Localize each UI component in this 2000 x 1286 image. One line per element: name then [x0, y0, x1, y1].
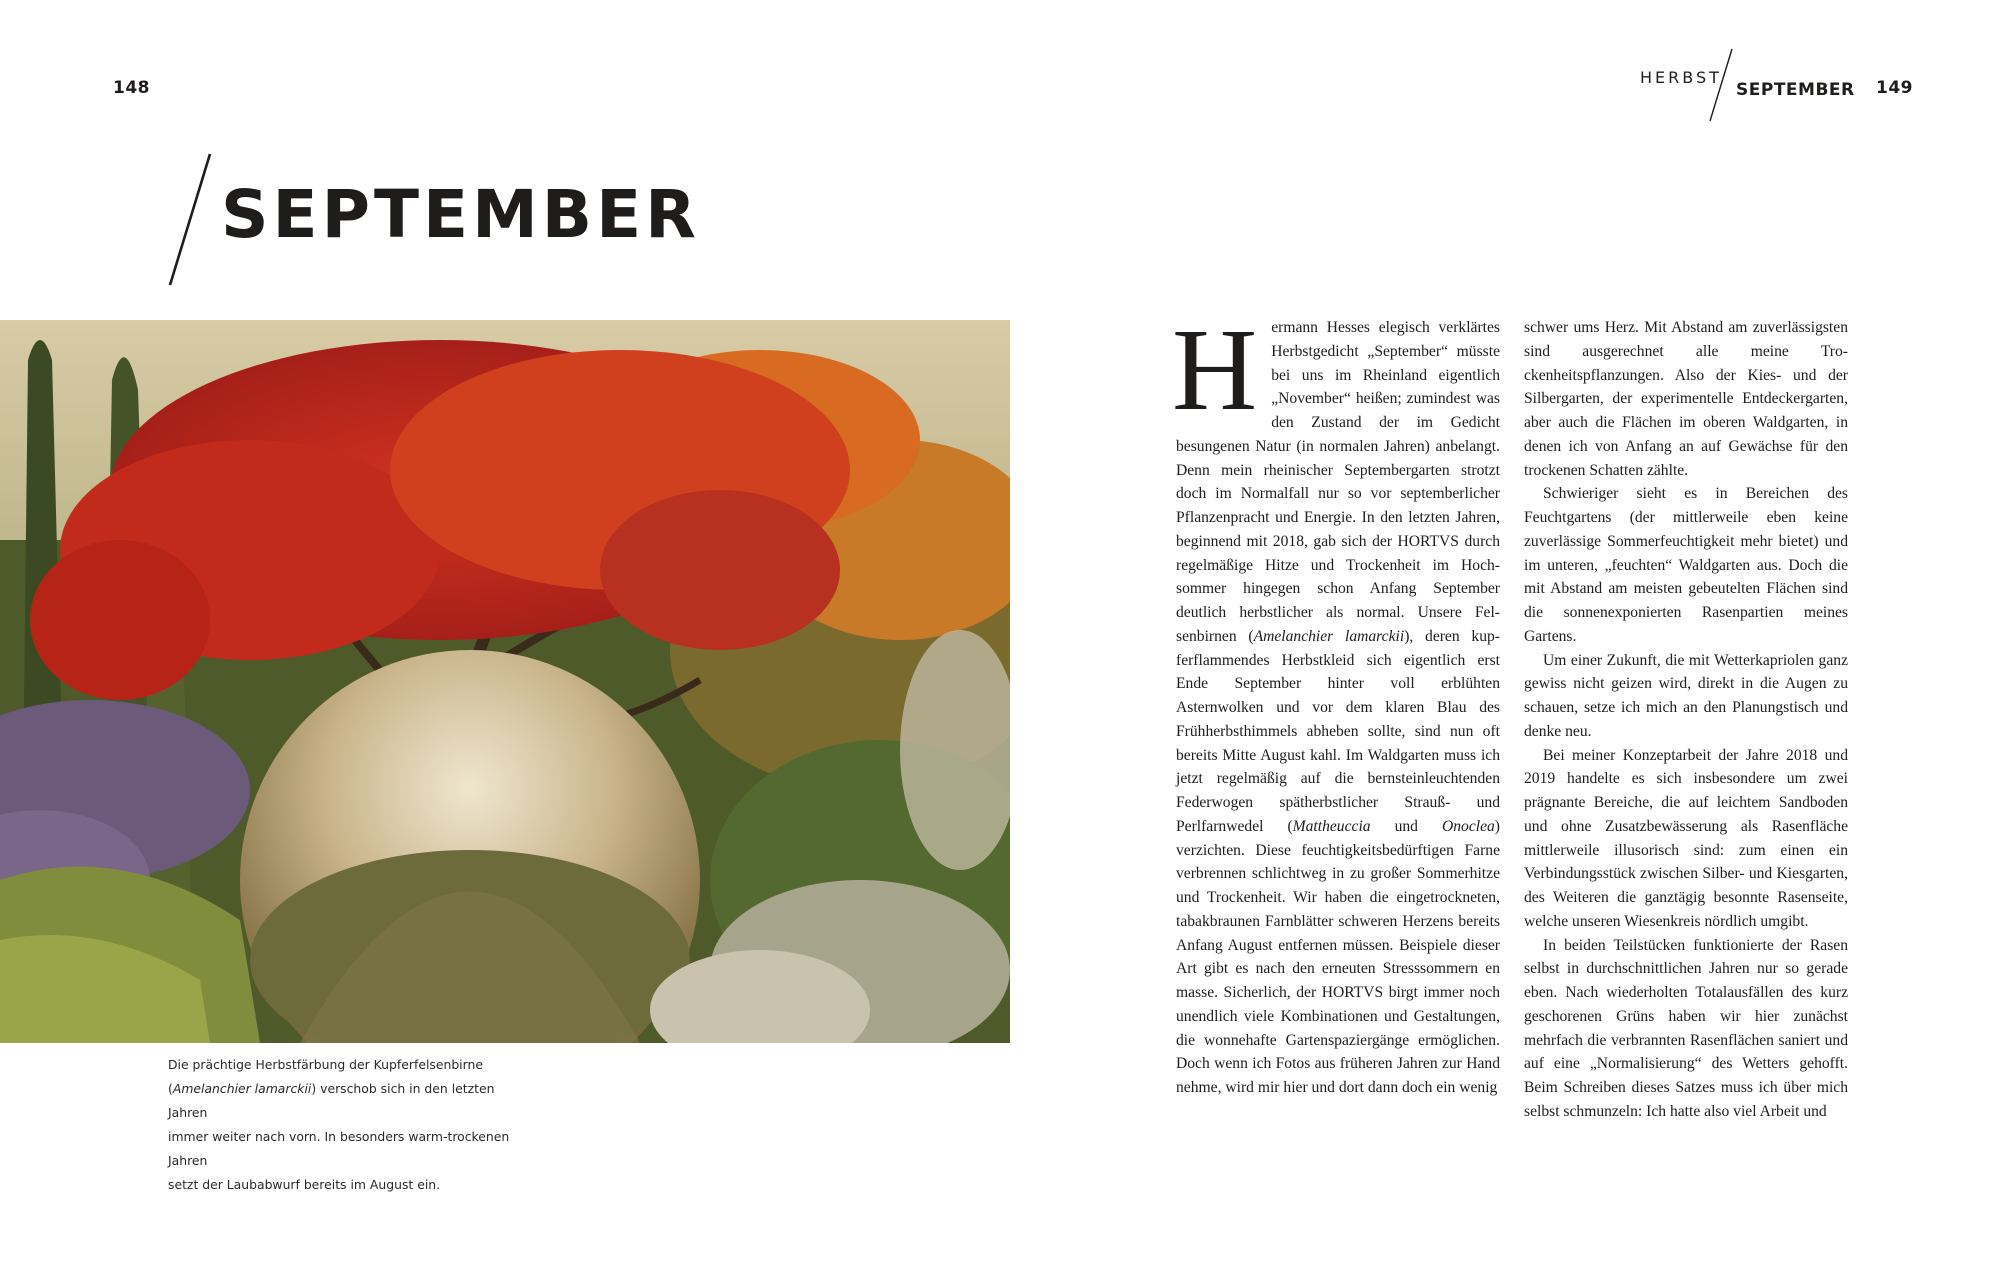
body-paragraph: In beiden Teilstücken funktionierte der Rasen selbst in durchschnittlichen Jahren nur so gerade eben. Nach wiederholten Totalausfällen des kurz geschorenen Grüns haben wir hier zunächst mehrfach die verbrannten Rasenflächen saniert und auf eine „Normalisierung“ des Wetters gehofft. Beim Schreiben dieses Satzes muss ich über mich selbst schmunzeln: Ich hatte also viel Arbeit und	[1524, 936, 1848, 1120]
caption-latin-name: Amelanchier lamarckii	[172, 1081, 312, 1096]
text-column-right	[1524, 316, 1848, 1124]
chapter-title-text: SEPTEMBER	[221, 176, 700, 253]
page-number-right: 149	[1876, 78, 1913, 98]
caption-line-3: immer weiter nach vorn. In besonders warm-trockenen Jahren	[168, 1129, 510, 1168]
photo-caption	[168, 1053, 528, 1197]
autumn-garden-photo	[0, 320, 1010, 1043]
running-head-section: HERBST	[1640, 68, 1722, 87]
caption-line-4: setzt der Laubabwurf bereits im August ein.	[168, 1177, 441, 1192]
running-head-chapter: SEPTEMBER	[1736, 80, 1855, 100]
running-head	[1640, 48, 1855, 122]
title-slash-decoration	[168, 152, 218, 287]
body-paragraph: Hermann Hesses elegisch verklärtes Herbstgedicht „September“ müsste bei uns im Rheinland eigentlich „November“ heißen; zumindest was den Zustand der im Gedicht besungenen Natur (in normalen Jahren) anbelangt. Denn mein rheinischer Septembergarten strotzt doch im Normalfall nur so vor septemberlicher Pflanzenpracht und Energie. In den letzten Jahren, beginnend mit 2018, gab sich der HORTVS durch regelmäßige Hitze und Trockenheit im Hochsommer hingegen schon Anfang September deutlich herbstlicher als normal. Unsere Felsenbirnen (Amelanchier lamarckii), deren kupferflammendes Herbstkleid sich eigentlich erst Ende September hinter voll erblühten Asternwolken und vor dem klaren Blau des Frühherbsthimmels abheben sollte, sind nun oft bereits Mitte August kahl. Im Waldgarten muss ich jetzt regelmäßig auf die bernsteinleuchtenden Federwogen spätherbstlicher Strauß- und Perlfarnwedel (Mattheuccia und Onoclea) verzichten. Diese feuchtigkeitsbedürftigen Farne verbrennen schlichtweg in zu großer Sommerhitze und Trockenheit. Wir haben die eingetrockneten, tabakbraunen Farnblätter schweren Herzens bereits Anfang August entfernen müssen. Beispiele dieser Art gibt es nach den erneuten Stresssommern en masse. Sicherlich, der HORTVS birgt immer noch unendlich viele Kombinationen und Gestaltungen, die wonnehafte Gartenspaziergänge ermöglichen. Doch wenn ich Fotos aus früheren Jahren zur Hand nehme, wird mir hier und dort dann doch ein wenig	[1172, 304, 1500, 1096]
caption-line-2: (Amelanchier lamarckii) verschob sich in den letzten Jahren	[168, 1081, 495, 1120]
body-paragraph: Schwieriger sieht es in Bereichen des Feuchtgartens (der mittlerweile eben keine zuverlässige Sommerfeuchtigkeit mehr bietet) und im unteren, „feuchten“ Waldgarten aus. Doch die mit Abstand am meisten gebeutelten Flächen sind die sonnenexponierten Rasenpartien meines Gartens.	[1524, 485, 1848, 645]
page-number-left: 148	[113, 78, 150, 98]
caption-line-1: Die prächtige Herbstfärbung der Kupferfelsenbirne	[168, 1057, 483, 1072]
body-paragraph: Um einer Zukunft, die mit Wetterkapriolen ganz gewiss nicht geizen wird, direkt in die Augen zu schauen, setze ich mich an den Planungstisch und denke neu.	[1524, 651, 1848, 740]
drop-cap: H	[1172, 304, 1258, 435]
running-head-slash	[1708, 48, 1734, 122]
body-paragraph: schwer ums Herz. Mit Abstand am zuverlässigsten sind ausgerechnet alle meine Trockenheitspflanzungen. Also der Kies- und der Silbergarten, der experimentelle Entdeckergarten, aber auch die Flächen im oberen Waldgarten, in denen ich von Anfang an auf Gewächse für den trockenen Schatten zählte.	[1524, 319, 1848, 479]
chapter-title	[168, 152, 700, 287]
text-column-left	[1172, 304, 1500, 1100]
body-paragraph: Bei meiner Konzeptarbeit der Jahre 2018 und 2019 handelte es sich insbesondere um zwei prägnante Bereiche, die auf leichtem Sandboden und ohne Zusatzbewässerung als Rasenfläche mittlerweile illusorisch sind: zum einen ein Verbindungsstück zwischen Silber- und Kiesgarten, des Weiteren die ganztägig besonnte Rasenseite, welche unseren Wiesenkreis nördlich umgibt.	[1524, 746, 1848, 930]
